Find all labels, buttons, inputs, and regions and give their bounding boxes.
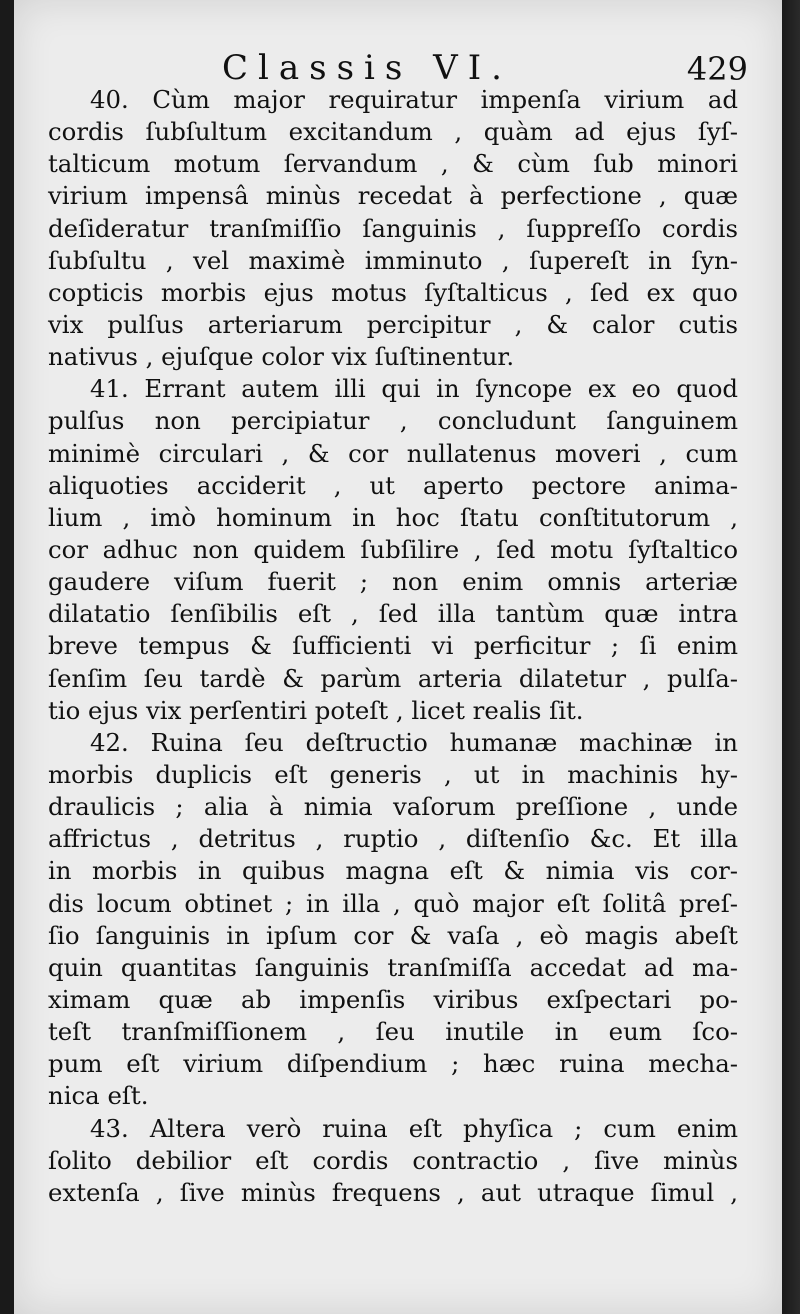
text-line: talticum motum ſervandum , & cùm ſub minori bbox=[48, 149, 738, 179]
text-line: pulſus non percipiatur , concludunt ſanguinem bbox=[48, 406, 738, 436]
text-line: deſideratur tranſmiſſio ſanguinis , ſuppreſſo cordis bbox=[48, 213, 738, 243]
text-line: minimè circulari , & cor nullatenus moveri , cum bbox=[48, 438, 738, 468]
text-line: extenſa , ſive minùs frequens , aut utraque ſimul , bbox=[48, 1177, 738, 1207]
text-line: aliquoties acciderit , ut aperto pectore anima- bbox=[48, 470, 738, 500]
text-line: morbis duplicis eſt generis , ut in machinis hy- bbox=[48, 759, 738, 789]
page-edge-shadow bbox=[782, 0, 800, 1314]
text-line: pum eſt virium diſpendium ; hæc ruina mecha- bbox=[48, 1049, 738, 1079]
text-line: affrictus , detritus , ruptio , diſtenſio &c. Et illa bbox=[48, 824, 738, 854]
text-line: nica eſt. bbox=[48, 1081, 149, 1111]
text-line: ſio ſanguinis in ipſum cor & vaſa , eò magis abeſt bbox=[48, 920, 738, 950]
text-line: quin quantitas ſanguinis tranſmiſſa accedat ad ma- bbox=[48, 952, 738, 982]
text-line: copticis morbis ejus motus ſyſtalticus , ſed ex quo bbox=[48, 277, 738, 307]
text-line: teſt tranſmiſſionem , ſeu inutile in eum ſco- bbox=[48, 1017, 738, 1047]
text-line: dis locum obtinet ; in illa , quò major eſt ſolitâ preſ- bbox=[48, 888, 738, 918]
text-line: virium impensâ minùs recedat à perfectione , quæ bbox=[48, 181, 738, 211]
text-line: draulicis ; alia à nimia vaſorum preſſione , unde bbox=[48, 792, 738, 822]
text-line: gaudere viſum fuerit ; non enim omnis arteriæ bbox=[48, 567, 738, 597]
text-line: tio ejus vix perſentiri poteſt , licet realis ſit. bbox=[48, 695, 584, 725]
text-line: 42. Ruina ſeu deſtructio humanæ machinæ in bbox=[90, 727, 738, 757]
text-line: ſubſultu , vel maximè imminuto , ſupereſt in ſyn- bbox=[48, 245, 738, 275]
paragraph-40 bbox=[48, 84, 738, 373]
text-line: cordis ſubſultum excitandum , quàm ad ejus ſyſ- bbox=[48, 117, 738, 147]
text-line: breve tempus & ſufficienti vi perficitur ; ſi enim bbox=[48, 631, 738, 661]
running-title: Classis VI. bbox=[222, 48, 512, 88]
page-number: 429 bbox=[686, 50, 748, 88]
text-line: cor adhuc non quidem ſubſilire , ſed motu ſyſtaltico bbox=[48, 534, 738, 564]
text-line: 43. Altera verò ruina eſt phyſica ; cum enim bbox=[90, 1113, 738, 1143]
paragraph-43 bbox=[48, 1113, 738, 1209]
paragraph-41 bbox=[48, 373, 738, 727]
text-line: 41. Errant autem illi qui in ſyncope ex eo quod bbox=[90, 374, 738, 404]
text-line: vix pulſus arteriarum percipitur , & calor cutis bbox=[48, 309, 738, 339]
text-line: ſenſim ſeu tardè & parùm arteria dilatetur , pulſa- bbox=[48, 663, 738, 693]
page-body-text bbox=[48, 84, 738, 1209]
text-line: nativus , ejuſque color vix ſuſtinentur. bbox=[48, 342, 515, 372]
text-line: in morbis in quibus magna eſt & nimia vis cor- bbox=[48, 856, 738, 886]
paragraph-42 bbox=[48, 727, 738, 1113]
text-line: lium , imò hominum in hoc ſtatu conſtitutorum , bbox=[48, 502, 738, 532]
text-line: 40. Cùm major requiratur impenſa virium ad bbox=[90, 85, 738, 114]
text-line: ſolito debilior eſt cordis contractio , ſive minùs bbox=[48, 1145, 738, 1175]
text-line: dilatatio ſenſibilis eſt , ſed illa tantùm quæ intra bbox=[48, 599, 738, 629]
text-line: ximam quæ ab impenſis viribus exſpectari po- bbox=[48, 984, 738, 1014]
